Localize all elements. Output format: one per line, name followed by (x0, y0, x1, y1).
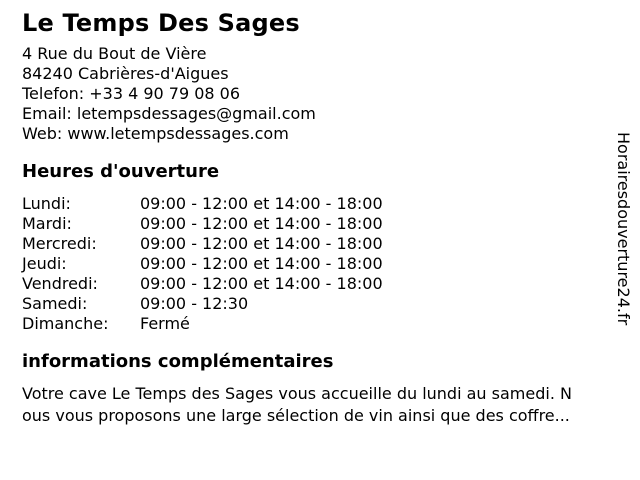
contact-block (22, 44, 316, 144)
hours-day-label: Jeudi: (22, 254, 67, 273)
hours-row-friday (22, 274, 383, 294)
info-line-1: Votre cave Le Temps des Sages vous accueille du lundi au samedi. N (22, 384, 572, 403)
hours-row-monday (22, 194, 383, 214)
hours-row-wednesday (22, 234, 383, 254)
hours-day-label: Mardi: (22, 214, 72, 233)
hours-row-thursday (22, 254, 383, 274)
email-line: Email: letempsdessages@gmail.com (22, 104, 316, 123)
hours-row-sunday (22, 314, 383, 334)
hours-time-value: 09:00 - 12:00 et 14:00 - 18:00 (140, 214, 383, 233)
hours-day-label: Samedi: (22, 294, 88, 313)
hours-day-label: Dimanche: (22, 314, 109, 333)
info-line-2: ous vous proposons une large sélection de vin ainsi que des coffre... (22, 406, 570, 425)
address-line-1: 4 Rue du Bout de Vière (22, 44, 207, 63)
opening-hours-heading: Heures d'ouverture (22, 161, 220, 182)
hours-day-label: Vendredi: (22, 274, 98, 293)
opening-hours-table (22, 194, 383, 334)
watermark-site-name: Horairesdouverture24.fr (614, 132, 633, 326)
hours-time-value: 09:00 - 12:00 et 14:00 - 18:00 (140, 254, 383, 273)
hours-time-value: 09:00 - 12:00 et 14:00 - 18:00 (140, 274, 383, 293)
hours-day-label: Lundi: (22, 194, 71, 213)
hours-time-value: 09:00 - 12:00 et 14:00 - 18:00 (140, 234, 383, 253)
address-line-2: 84240 Cabrières-d'Aigues (22, 64, 229, 83)
hours-row-saturday (22, 294, 383, 314)
hours-time-value: 09:00 - 12:00 et 14:00 - 18:00 (140, 194, 383, 213)
phone-line: Telefon: +33 4 90 79 08 06 (22, 84, 241, 103)
hours-time-value: 09:00 - 12:30 (140, 294, 249, 313)
additional-info-paragraph (22, 383, 572, 427)
web-line: Web: www.letempsdessages.com (22, 124, 289, 143)
business-name-heading: Le Temps Des Sages (22, 9, 300, 37)
hours-day-label: Mercredi: (22, 234, 97, 253)
hours-row-tuesday (22, 214, 383, 234)
additional-info-heading: informations complémentaires (22, 351, 334, 372)
hours-closed-value: Fermé (140, 314, 190, 333)
